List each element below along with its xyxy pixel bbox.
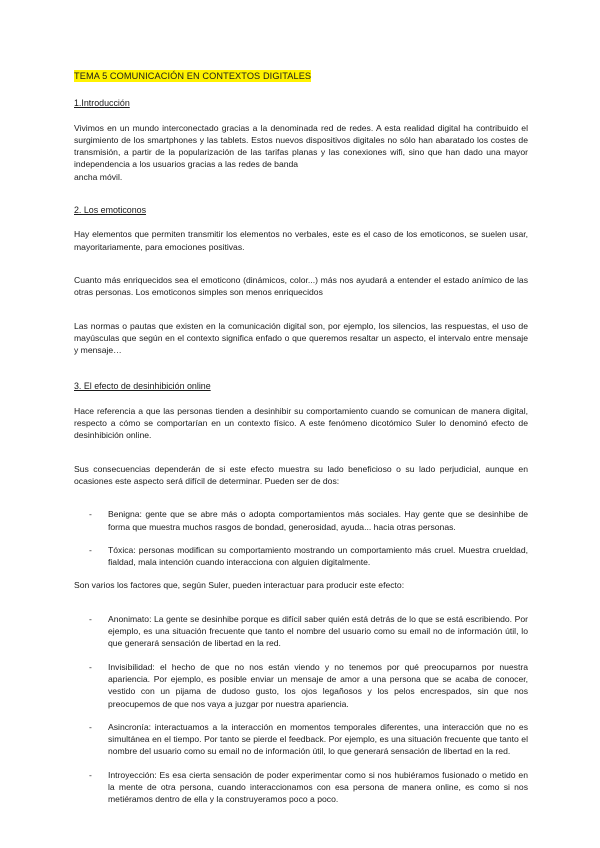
section-3-paragraph-3: Son varios los factores que, según Suler, pueden interactuar para producir este efecto: [74,580,405,591]
section-2-paragraph-3: Las normas o pautas que existen en la comunicación digital son, por ejemplo, los silencios, las respuestas, el uso de mayúsculas que según en el contexto significa enfado o que queremos resaltar un aspecto, el intervalo entre mensaje y mensaje… [74,320,528,356]
dash-bullet: - [89,661,92,672]
list-item [74,721,528,758]
section-2-paragraph-1: Hay elementos que permiten transmitir los elementos no verbales, este es el caso de los emoticonos, se suelen usar, mayoritariamente, para emociones positivas. [74,229,528,252]
section-1-paragraph-1 [74,122,528,183]
desinhibition-types-list [74,508,528,568]
dash-bullet: - [89,613,92,624]
dash-bullet: - [89,721,92,732]
list-item [74,544,528,569]
section-1-heading: 1.Introducción [74,98,130,109]
list-item [74,508,528,533]
section-2-heading: 2. Los emoticonos [74,205,147,216]
list-item [74,769,528,806]
section-3-paragraph-1: Hace referencia a que las personas tienden a desinhibir su comportamiento cuando se comunican de manera digital, respecto a cómo se comportarían en un contexto físico. A este fenómeno dicotómico Suler lo denominó efecto de desinhibición online. [74,405,528,441]
list-item [74,613,528,650]
section-3-heading: 3. El efecto de desinhibición online [74,381,211,392]
dash-bullet: - [89,509,92,520]
dash-bullet: - [89,769,92,780]
factor-anonimato-text: Anonimato: La gente se desinhibe porque es difícil saber quién está detrás de lo que se está escribiendo. Por ejemplo, es una situación frecuente que tanto el nombre del usuario como su email no de información útil, lo que generará sensación de libertad en la red. [108,613,528,649]
factor-introyeccion-text: Introyección: Es esa cierta sensación de poder experimentar como si nos hubiéramos fusionado o metido en la mente de otra persona, cuando interaccionamos con esa persona de manera online, es como si nos metiéramos dentro de ella y la construyeramos poco a poco. [108,769,528,805]
suler-factors-list [74,613,528,806]
factor-asincronia-text: Asincronía: interactuamos a la interacción en momentos temporales diferentes, una interacción que no es simultánea en el tiempo. Por tanto se pierde el feedback. Por ejemplo, es una situación frecuente que tanto el nombre del usuario como su email no de información útil, lo que generará sensación de libertad en la red. [108,721,528,757]
document-title: TEMA 5 COMUNICACIÓN EN CONTEXTOS DIGITALES [74,71,312,81]
type-benigna-text: Benigna: gente que se abre más o adopta comportamientos más sociales. Hay gente que se desinhibe de forma que muestra muchos rasgos de bondad, generosidad, ayuda... hacia otras personas. [108,509,528,532]
section-1-paragraph-1-end: ancha móvil. [74,171,123,182]
type-toxica-text: Tóxica: personas modifican su comportamiento mostrando un comportamiento más cruel. Muestra crueldad, fialdad, mala intención cuando interacciona con alguien digitalmente. [108,544,528,568]
section-1-paragraph-1-text: Vivimos en un mundo interconectado gracias a la denominada red de redes. A esta realidad digital ha contribuido el surgimiento de los smartphones y las tablets. Estos nuevos dispositivos digitales no sólo han abaratado los costes de transmisión, a partir de la popularización de las tarifas planas y las conexiones wifi, sino que han dado una mayor independencia a los usuarios gracias a las redes de banda [74,122,528,170]
dash-bullet: - [89,544,92,555]
list-item [74,661,528,710]
factor-invisibilidad-text: Invisibilidad: el hecho de que no nos están viendo y no tenemos por qué preocuparnos por nuestra apariencia. Por ejemplo, es posible enviar un mensaje de amor a una persona que se acaba de conocer, vestido con un pijama de dudoso gusto, los ojos legañosos y los pelos encrespados, sin que nos preocupemos de que nos vaya a juzgar por nuestra apariencia. [108,661,528,709]
section-2-paragraph-2: Cuanto más enriquecidos sea el emoticono (dinámicos, color...) más nos ayudará a entender el estado anímico de las otras personas. Los emoticonos simples son menos enriquecidos [74,274,528,298]
section-3-paragraph-2: Sus consecuencias dependerán de si este efecto muestra su lado beneficioso o su lado perjudicial, aunque en ocasiones este aspecto será difícil de determinar. Pueden ser de dos: [74,463,528,486]
